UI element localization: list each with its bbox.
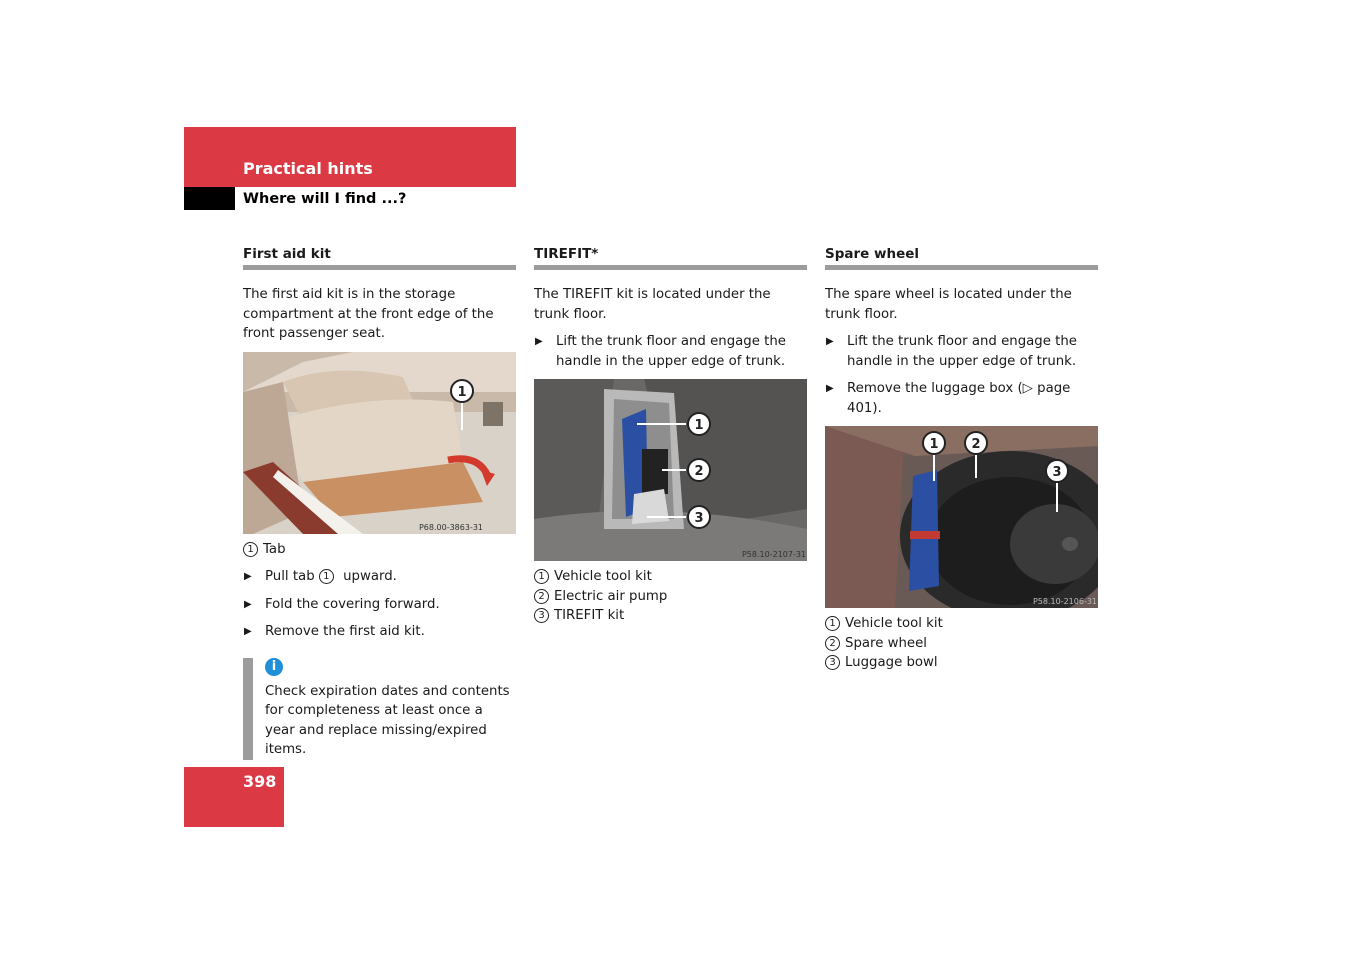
page-number: 398 bbox=[243, 772, 277, 791]
first-aid-legend bbox=[243, 540, 516, 560]
step-text: Pull tab bbox=[265, 569, 319, 584]
tirefit-column bbox=[534, 246, 807, 626]
legend-label: Luggage bowl bbox=[845, 655, 938, 670]
instruction-step bbox=[534, 332, 807, 371]
step-text: upward. bbox=[338, 569, 397, 584]
svg-text:1: 1 bbox=[457, 384, 467, 400]
triangle-right-icon: ▶ bbox=[826, 336, 834, 347]
first-aid-photo-code: P68.00-3863-31 bbox=[418, 522, 484, 532]
spare-wheel-intro: The spare wheel is located under the trunk floor. bbox=[825, 287, 1072, 322]
spare-wheel-photo bbox=[825, 426, 1098, 608]
triangle-right-icon: ▶ bbox=[244, 598, 252, 610]
instruction-step bbox=[825, 379, 1098, 418]
tirefit-photo bbox=[534, 379, 807, 561]
info-text: Check expiration dates and contents for completeness at least once a year and replace missing/expired items. bbox=[265, 683, 510, 757]
first-aid-column bbox=[243, 246, 516, 760]
legend-label: Tab bbox=[263, 541, 286, 557]
first-aid-photo bbox=[243, 352, 516, 534]
legend-label: TIREFIT kit bbox=[554, 608, 625, 623]
callout-number: 1 bbox=[319, 569, 334, 584]
callout-number: 1 bbox=[825, 616, 840, 631]
header-banner bbox=[184, 127, 516, 187]
first-aid-heading: First aid kit bbox=[243, 246, 331, 262]
legend-label: Vehicle tool kit bbox=[845, 616, 943, 631]
heading-rule bbox=[243, 265, 516, 270]
instruction-step bbox=[243, 567, 516, 587]
svg-text:1: 1 bbox=[929, 437, 939, 452]
triangle-right-icon: ▶ bbox=[244, 571, 252, 582]
page-subtitle: Where will I find ...? bbox=[243, 191, 407, 207]
legend-label: Electric air pump bbox=[554, 588, 668, 604]
info-bar bbox=[243, 658, 253, 760]
tirefit-intro: The TIREFIT kit is located under the trunk floor. bbox=[534, 287, 771, 322]
triangle-right-icon: ▶ bbox=[244, 626, 252, 637]
legend-item bbox=[534, 606, 807, 626]
info-note bbox=[243, 658, 516, 760]
legend-item bbox=[825, 614, 1098, 634]
step-text: Lift the trunk floor and engage the handle in the upper edge of trunk. bbox=[847, 334, 1077, 369]
svg-text:2: 2 bbox=[971, 437, 981, 452]
spare-wheel-legend bbox=[825, 614, 1098, 673]
legend-label: Vehicle tool kit bbox=[554, 569, 652, 584]
legend-item bbox=[534, 567, 807, 587]
instruction-step bbox=[243, 622, 516, 642]
instruction-step bbox=[825, 332, 1098, 371]
svg-text:1: 1 bbox=[694, 418, 704, 433]
tirefit-photo-code: P58.10-2107-31 bbox=[741, 550, 807, 559]
instruction-step bbox=[243, 595, 516, 615]
callout-number: 3 bbox=[825, 655, 840, 670]
tirefit-legend bbox=[534, 567, 807, 626]
legend-label: Spare wheel bbox=[845, 635, 927, 651]
step-text: Remove the first aid kit. bbox=[265, 624, 425, 639]
triangle-right-icon: ▶ bbox=[535, 336, 543, 347]
heading-rule bbox=[825, 265, 1098, 270]
legend-item bbox=[825, 653, 1098, 673]
callout-number: 2 bbox=[534, 589, 549, 604]
legend-item bbox=[534, 587, 807, 607]
callout-number: 3 bbox=[534, 608, 549, 623]
heading-rule bbox=[534, 265, 807, 270]
first-aid-intro: The first aid kit is in the storage compartment at the front edge of the front passenger seat. bbox=[243, 287, 494, 341]
spare-wheel-heading: Spare wheel bbox=[825, 246, 920, 262]
section-title: Practical hints bbox=[243, 159, 373, 178]
tirefit-heading: TIREFIT* bbox=[534, 246, 599, 262]
info-icon: i bbox=[265, 658, 283, 676]
step-text: Remove the luggage box (▷ page 401). bbox=[847, 381, 1071, 416]
step-text: Lift the trunk floor and engage the handle in the upper edge of trunk. bbox=[556, 334, 786, 369]
callout-number: 1 bbox=[534, 569, 549, 584]
spare-wheel-photo-code: P58.10-2106-31 bbox=[1032, 597, 1098, 606]
triangle-right-icon: ▶ bbox=[826, 383, 834, 394]
legend-item bbox=[243, 540, 516, 560]
spare-wheel-column bbox=[825, 246, 1098, 673]
header-marker bbox=[184, 187, 235, 210]
callout-number: 2 bbox=[825, 636, 840, 651]
step-text: Fold the covering forward. bbox=[265, 596, 440, 612]
callout-number: 1 bbox=[243, 542, 258, 557]
svg-text:2: 2 bbox=[694, 464, 704, 479]
legend-item bbox=[825, 634, 1098, 654]
svg-text:3: 3 bbox=[1052, 465, 1062, 480]
svg-text:3: 3 bbox=[694, 511, 704, 526]
